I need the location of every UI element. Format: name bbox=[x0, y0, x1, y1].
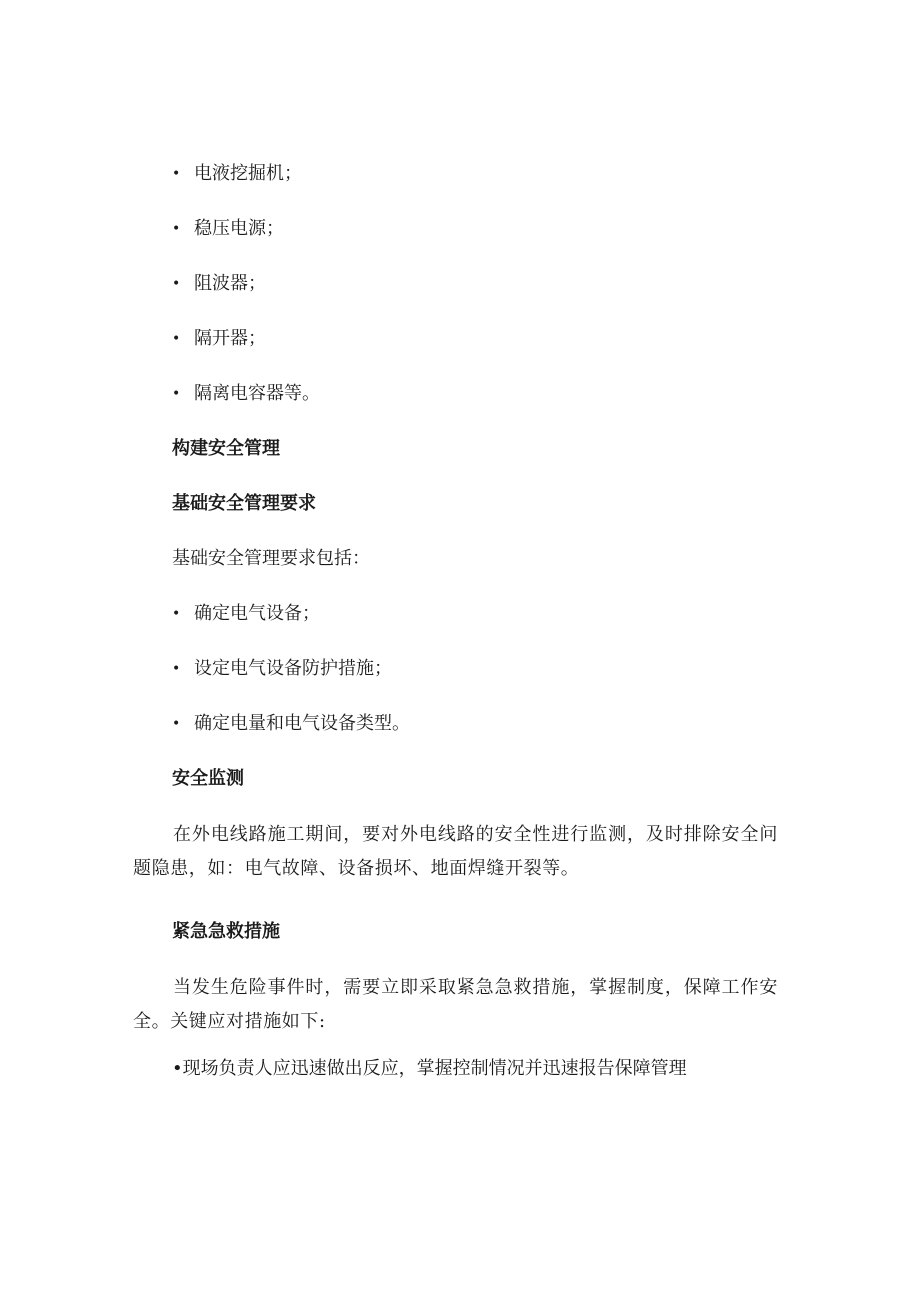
section-heading-monitor: 安全监测 bbox=[172, 768, 244, 789]
list-item bbox=[172, 657, 392, 681]
section-monitor-body: 在外电线路施工期间，要对外电线路的安全性进行监测，及时排除安全问题隐患，如：电气故障、设备损坏、地面焊缝开裂等。 bbox=[133, 824, 778, 879]
bullet-icon: • bbox=[172, 386, 181, 402]
emergency-bullet-item: •现场负责人应迅速做出反应，掌握控制情况并迅速报告保障管理 bbox=[172, 1058, 687, 1079]
list-item-text: 稳压电源； bbox=[194, 218, 284, 239]
bullet-icon: • bbox=[172, 331, 181, 347]
list-item bbox=[172, 272, 266, 296]
list-item-text: 隔开器； bbox=[194, 328, 266, 349]
list-item bbox=[172, 712, 410, 736]
section-heading-emergency: 紧急急救措施 bbox=[172, 921, 280, 942]
list-item bbox=[172, 327, 266, 351]
list-item bbox=[172, 602, 320, 626]
list-item bbox=[172, 382, 320, 406]
section-intro: 基础安全管理要求包括： bbox=[172, 548, 370, 569]
list-item-text: 阻波器； bbox=[194, 273, 266, 294]
bullet-icon: • bbox=[172, 276, 181, 292]
list-item-text: 确定电量和电气设备类型。 bbox=[194, 713, 410, 734]
section-heading-basic: 基础安全管理要求 bbox=[172, 493, 316, 514]
bullet-icon: • bbox=[172, 661, 181, 677]
section-emergency-body: 当发生危险事件时，需要立即采取紧急急救措施，掌握制度，保障工作安全。关键应对措施如下: bbox=[133, 977, 778, 1032]
bullet-icon: • bbox=[172, 606, 181, 622]
bullet-icon: • bbox=[172, 166, 181, 182]
list-item bbox=[172, 217, 284, 241]
list-item-text: 设定电气设备防护措施； bbox=[194, 658, 392, 679]
bullet-icon: • bbox=[172, 716, 181, 732]
list-item bbox=[172, 162, 302, 186]
list-item-text: 电液挖掘机； bbox=[194, 163, 302, 184]
bullet-icon: • bbox=[172, 221, 181, 237]
list-item-text: 隔离电容器等。 bbox=[194, 383, 320, 404]
list-item-text: 确定电气设备； bbox=[194, 603, 320, 624]
section-heading-build: 构建安全管理 bbox=[172, 438, 280, 459]
